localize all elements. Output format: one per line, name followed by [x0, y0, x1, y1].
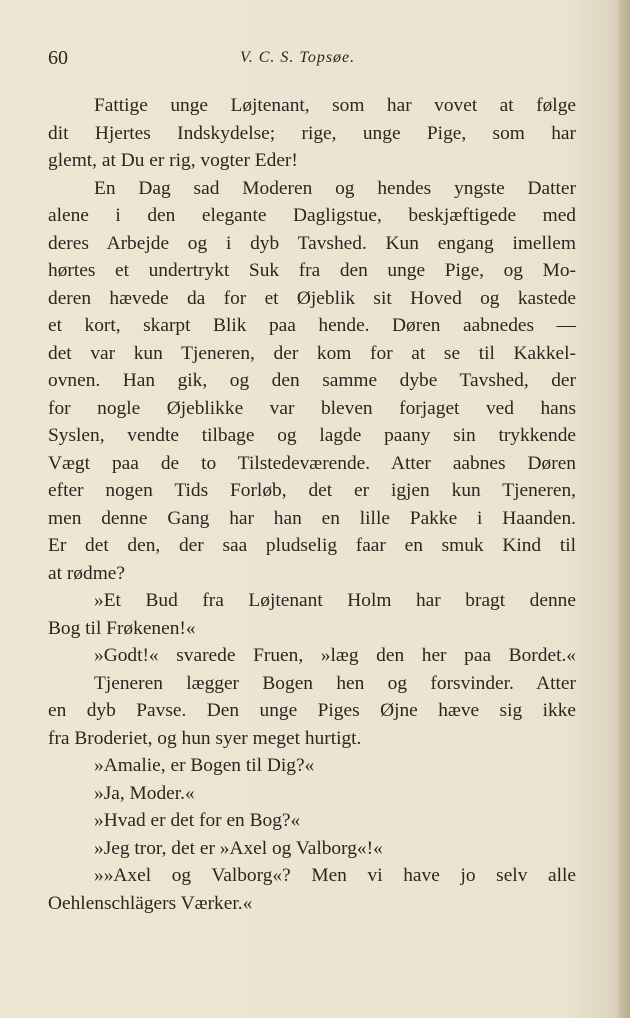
text-line: »»Axel og Valborg«? Men vi have jo selv alle [94, 865, 576, 886]
text-line: »Et Bud fra Løjtenant Holm har bragt denne [94, 590, 576, 611]
text-line: dit Hjertes Indskydelse; rige, unge Pige, som har [48, 122, 576, 144]
text-line: Bog til Frøkenen!« [48, 617, 196, 639]
text-line: fra Broderiet, og hun syer meget hurtigt. [48, 727, 362, 749]
page-edge-shadow [616, 0, 630, 1018]
text-line: »Hvad er det for en Bog?« [94, 810, 301, 831]
running-head: V. C. S. Topsøe. [240, 49, 356, 66]
text-line: for nogle Øjeblikke var bleven forjaget ved hans [48, 397, 576, 419]
text-line: »Jeg tror, det er »Axel og Valborg«!« [94, 837, 383, 859]
text-line: ovnen. Han gik, og den samme dybe Tavshed, der [48, 370, 576, 391]
text-line: Er det den, der saa pludselig faar en smuk Kind til [48, 535, 576, 556]
text-line: alene i den elegante Dagligstue, beskjæftigede med [48, 205, 576, 226]
text-line: men denne Gang har han en lille Pakke i Haanden. [48, 507, 576, 529]
text-line: glemt, at Du er rig, vogter Eder! [48, 150, 298, 171]
page-header [48, 47, 578, 73]
text-line: efter nogen Tids Forløb, det er igjen kun Tjeneren, [48, 480, 576, 501]
text-line: Vægt paa de to Tilstedeværende. Atter aabnes Døren [48, 452, 576, 474]
text-line: en dyb Pavse. Den unge Piges Øjne hæve sig ikke [48, 700, 576, 721]
text-line: En Dag sad Moderen og hendes yngste Datter [94, 177, 576, 199]
text-line: det var kun Tjeneren, der kom for at se til Kakkel- [48, 342, 576, 364]
text-line: Fattige unge Løjtenant, som har vovet at følge [94, 95, 576, 116]
body-text [48, 92, 576, 917]
text-line: at rødme? [48, 562, 125, 584]
text-line: hørtes et undertrykt Suk fra den unge Pige, og Mo- [48, 260, 576, 281]
text-line: Oehlenschlägers Værker.« [48, 892, 253, 914]
text-line: et kort, skarpt Blik paa hende. Døren aabnedes — [48, 315, 576, 336]
text-line: deres Arbejde og i dyb Tavshed. Kun engang imellem [48, 232, 576, 254]
text-line: deren hævede da for et Øjeblik sit Hoved og kastede [48, 287, 576, 309]
text-line: »Amalie, er Bogen til Dig?« [94, 755, 315, 776]
text-line: »Ja, Moder.« [94, 782, 195, 804]
text-line: Tjeneren lægger Bogen hen og forsvinder. Atter [94, 672, 576, 694]
text-line: Syslen, vendte tilbage og lagde paany sin trykkende [48, 425, 576, 446]
page-number: 60 [48, 47, 68, 69]
text-line: »Godt!« svarede Fruen, »læg den her paa Bordet.« [94, 645, 576, 666]
